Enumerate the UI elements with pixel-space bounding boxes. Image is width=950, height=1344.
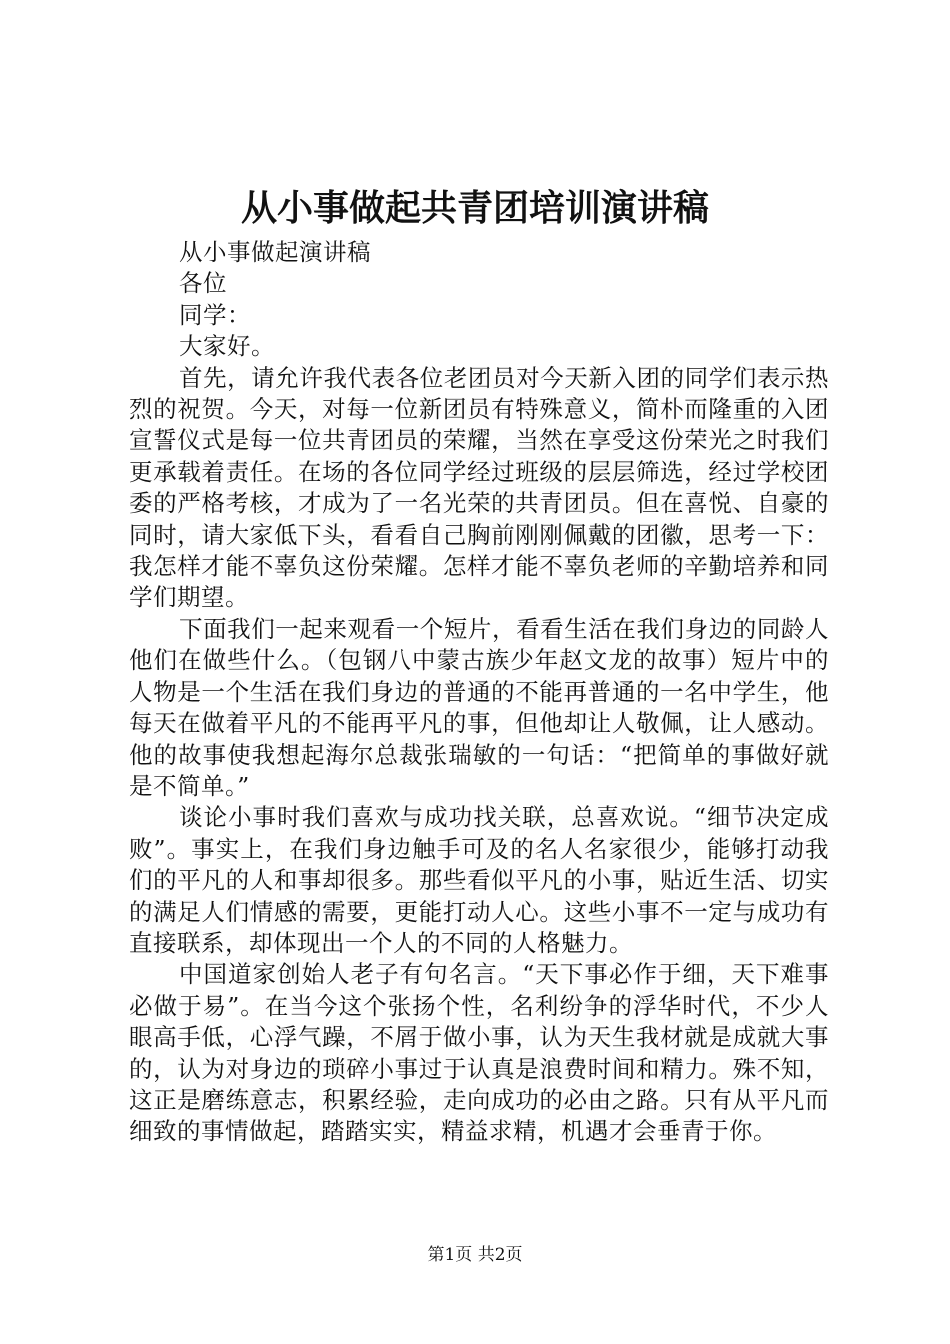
salutation-line-2: 同学： [179, 300, 251, 329]
speech-subtitle: 从小事做起演讲稿 [179, 238, 371, 266]
document-body [129, 237, 829, 1148]
greeting: 大家好。 [179, 332, 275, 361]
document-title: 从小事做起共青团培训演讲稿 [240, 187, 709, 229]
paragraph-1: 首先，请允许我代表各位老团员对今天新入团的同学们表示热烈的祝贺。今天，对每一位新团员有特殊意义，简朴而隆重的入团宣誓仪式是每一位共青团员的荣耀，当然在享受这份荣光之时我们更承载着责任。在场的各位同学经过班级的层层筛选，经过学校团委的严格考核，才成为了一名光荣的共青团员。但在喜悦、自豪的同时，请大家低下头，看看自己胸前刚刚佩戴的团徽，思考一下：我怎样才能不辜负这份荣耀。怎样才能不辜负老师的辛勤培养和同学们期望。 [129, 363, 829, 612]
salutation-line-1: 各位 [179, 269, 227, 298]
paragraph-4: 中国道家创始人老子有句名言。“天下事必作于细，天下难事必做于易”。在当今这个张扬个性，名利纷争的浮华时代，不少人眼高手低，心浮气躁，不屑于做小事，认为天生我材就是成就大事的，认为对身边的琐碎小事过于认真是浪费时间和精力。殊不知，这正是磨练意志，积累经验，走向成功的必由之路。只有从平凡而细致的事情做起，踏踏实实，精益求精，机遇才会垂青于你。 [129, 960, 829, 1146]
paragraph-3: 谈论小事时我们喜欢与成功找关联，总喜欢说。“细节决定成败”。事实上，在我们身边触手可及的名人名家很少，能够打动我们的平凡的人和事却很多。那些看似平凡的小事，贴近生活、切实的满足人们情感的需要，更能打动人心。这些小事不一定与成功有直接联系，却体现出一个人的不同的人格魅力。 [129, 803, 829, 957]
page-footer: 第1页 共2页 [427, 1245, 523, 1265]
paragraph-2: 下面我们一起来观看一个短片，看看生活在我们身边的同龄人他们在做些什么。（包钢八中蒙古族少年赵文龙的故事）短片中的人物是一个生活在我们身边的普通的不能再普通的一名中学生，他每天在做着平凡的不能再平凡的事，但他却让人敬佩，让人感动。他的故事使我想起海尔总裁张瑞敏的一句话：“把简单的事做好就是不简单。” [129, 614, 829, 800]
